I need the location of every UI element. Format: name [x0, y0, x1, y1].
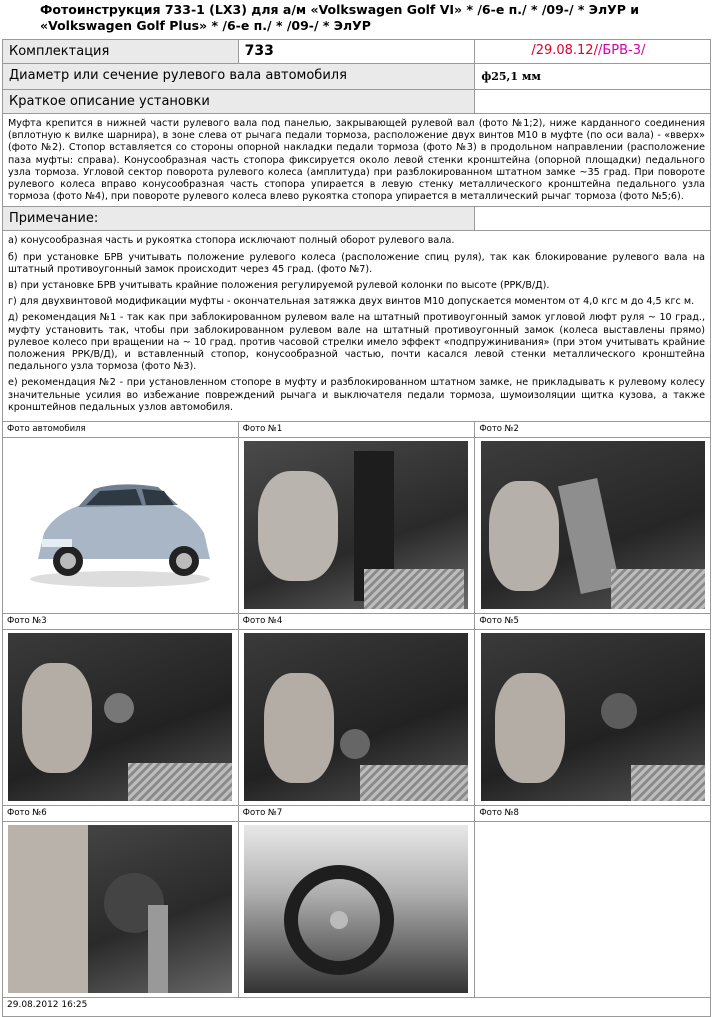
description-label: Краткое описание установки [3, 90, 475, 114]
komplekt-label: Комплектация [3, 40, 239, 64]
photo-caption: Фото №5 [475, 614, 711, 630]
photo-caption: Фото №4 [238, 614, 475, 630]
photo-caption: Фото №8 [475, 806, 711, 822]
car-photo [8, 441, 232, 609]
note-item: д) рекомендация №1 - так как при заблокированном рулевом вале на штатный противоугонный замок угловой люфт руля ~ 10 град., муфту установить так, чтобы при заблокированном рулевом вале на штатный противоугонный замок (колеса выставлены прямо) рулевое колесо при вращении на ~ 10 град. против часовой стрелки имело эффект «подпружинивания» (при этом учитывать крайние положения РРК/В/Д), и вставленный стопор, конусообразной частью, почти касался левой стенки металлического кронштейна педального узла тормоза (фото №3). [8, 312, 705, 373]
note-label: Примечание: [3, 207, 475, 231]
footer-timestamp: 29.08.2012 16:25 [3, 998, 711, 1017]
date-part: /29.08.12/ [531, 43, 598, 58]
photo-2 [481, 441, 705, 609]
instruction-table [2, 39, 711, 1017]
photo-caption: Фото №6 [3, 806, 239, 822]
note-item: а) конусообразная часть и рукоятка стопора исключают полный оборот рулевого вала. [8, 235, 455, 247]
photo-caption: Фото №2 [475, 422, 711, 438]
photo-caption: Фото №3 [3, 614, 239, 630]
brv-part: /БРВ-3/ [597, 43, 646, 58]
notes-block [3, 231, 711, 422]
page-title: Фотоинструкция 733-1 (LX3) для а/м «Volkswagen Golf VI» * /6-е п./ * /09-/ * ЭлУР и «Volkswagen Golf Plus» * /6-е п./ * /09-/ * ЭлУР [40, 2, 640, 33]
description-text: Муфта крепится в нижней части рулевого вала под панелью, закрывающей рулевой вал (фото №1;2), ниже карданного соединения (вплотную к вилке шарнира), в зоне слева от рычага педали тормоза, расположение двух винтов М10 в муфте (по оси вала) - «вверх» (фото №2). Стопор вставляется со стороны опорной накладки педали тормоза (фото №3) в продольном направлении (расположение паза муфты: справа). Конусообразная часть стопора фиксируется около левой стенки кронштейна (опорной площадки) педального узла тормоза. Угловой сектор поворота рулевого колеса (амплитуда) при разблокированном штатном замке ~35 град. При повороте рулевого колеса вправо конусообразная часть стопора упирается в левую стенку металлического кронштейна педального узла тормоза (фото №4), при повороте рулевого колеса влево рукоятка стопора упирается в металлический рычаг тормоза (фото №5;6). [3, 114, 711, 207]
komplekt-value: 733 [238, 40, 475, 64]
photo-3 [8, 633, 232, 801]
photo-caption: Фото автомобиля [3, 422, 239, 438]
diameter-value: ф25,1 мм [475, 64, 711, 90]
note-item: г) для двухвинтовой модификации муфты - окончательная затяжка двух винтов М10 допускается моментом от 4,0 кгс м до 4,5 кгс м. [8, 296, 695, 308]
photo-1 [244, 441, 468, 609]
photo-6 [8, 825, 232, 993]
photo-caption: Фото №1 [238, 422, 475, 438]
diameter-label: Диаметр или сечение рулевого вала автомобиля [3, 64, 475, 90]
photo-5 [481, 633, 705, 801]
car-icon [8, 441, 232, 609]
photo-4 [244, 633, 468, 801]
note-item: б) при установке БРВ учитывать положение рулевого колеса (расположение спиц руля), так как блокирование рулевого вала на штатный противоугонный замок происходит через 45 град. (фото №7). [8, 251, 705, 275]
photo-7 [244, 825, 468, 993]
note-item: е) рекомендация №2 - при установленном стопоре в муфту и разблокированном штатном замке, не прикладывать к рулевому колесу значительные усилия во избежание повреждений рычага и выключателя педали тормоза, шумоизоляции щитка кузова, а также кронштейнов педальных узлов автомобиля. [8, 377, 705, 413]
photo-caption: Фото №7 [238, 806, 475, 822]
date-value [475, 40, 711, 64]
note-item: в) при установке БРВ учитывать крайние положения регулируемой рулевой колонки по высоте (РРК/В/Д). [8, 280, 550, 292]
